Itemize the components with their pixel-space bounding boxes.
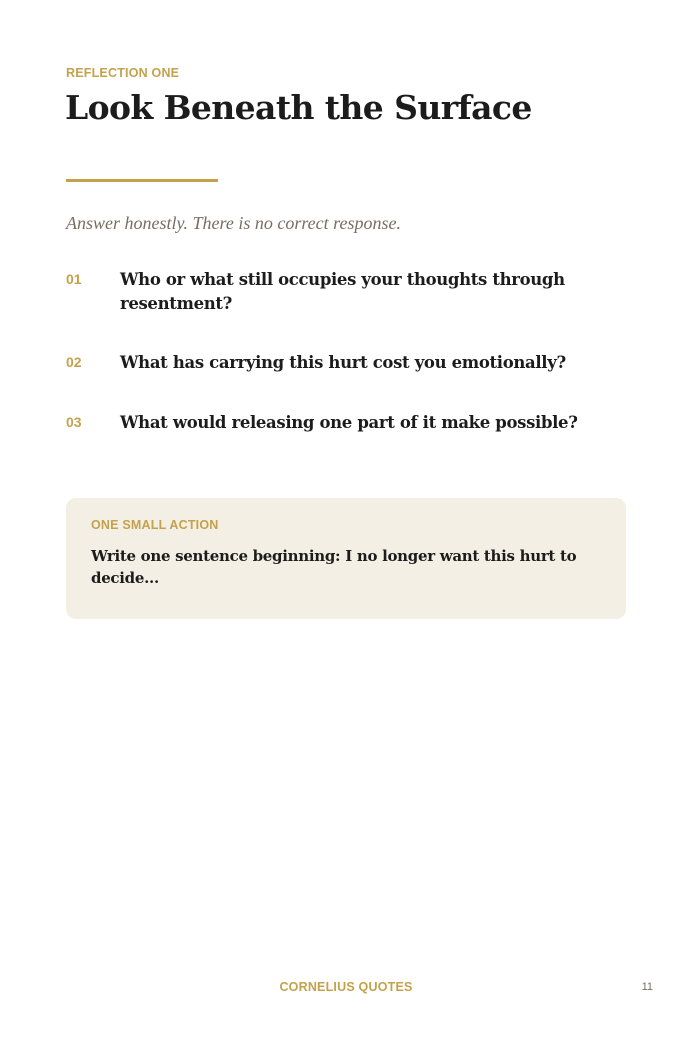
question-text: Who or what still occupies your thoughts through resentment? — [120, 270, 565, 313]
question-text: What would releasing one part of it make possible? — [120, 413, 578, 432]
question-number: 02 — [66, 354, 82, 370]
title-divider — [66, 179, 218, 182]
section-subtitle: Answer honestly. There is no correct response. — [66, 213, 401, 233]
page-title: Look Beneath the Surface — [65, 88, 532, 127]
section-eyebrow: REFLECTION ONE — [66, 66, 180, 80]
page-number: 11 — [641, 981, 653, 993]
action-label: ONE SMALL ACTION — [91, 518, 219, 532]
question-text: What has carrying this hurt cost you emotionally? — [120, 353, 566, 372]
action-text: Write one sentence beginning: I no longer want this hurt to decide... — [91, 547, 577, 587]
action-callout — [66, 498, 626, 619]
footer-brand: CORNELIUS QUOTES — [279, 980, 413, 994]
question-number: 03 — [66, 414, 82, 430]
question-number: 01 — [66, 271, 82, 287]
